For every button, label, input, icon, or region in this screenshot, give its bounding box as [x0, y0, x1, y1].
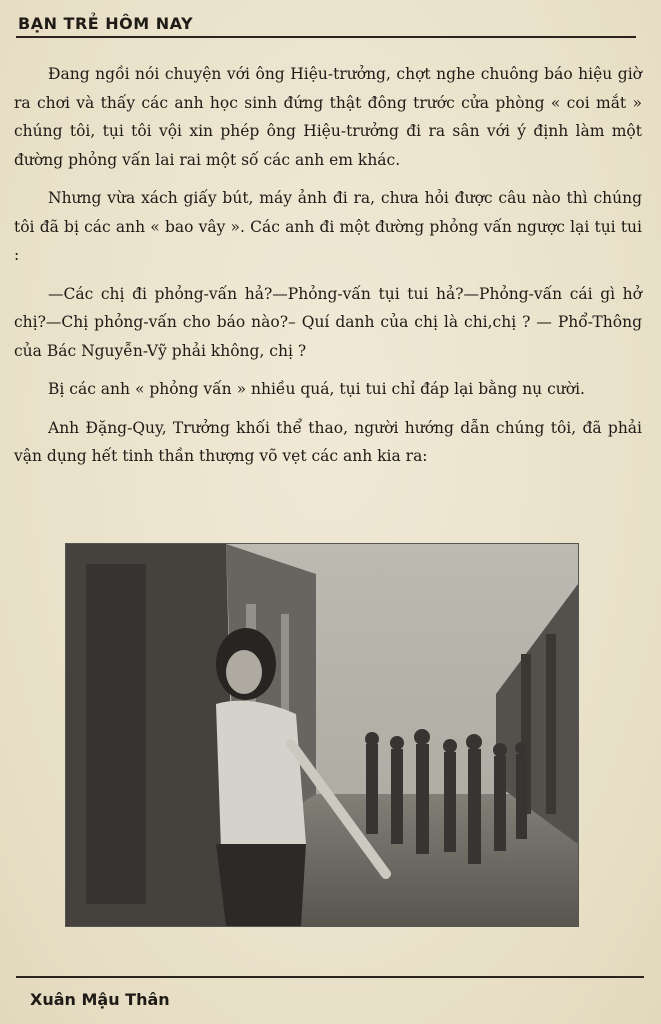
footer-issue-label: Xuân Mậu Thân — [30, 990, 170, 1009]
article-paragraph-1: Đang ngồi nói chuyện với ông Hiệu-trưởng, chợt nghe chuông báo hiệu giờ ra chơi và thấy các anh học sinh đứng thật đông trước cửa phòng « coi mắt » chúng tôi, tụi tôi vội xin phép ông Hiệu-trưởng đi ra sân với ý định làm một đường phỏng vấn lai rai một số các anh em khác. — [14, 65, 642, 169]
footer-divider — [16, 976, 644, 978]
header-divider — [16, 36, 636, 38]
article-paragraph-2: Nhưng vừa xách giấy bút, máy ảnh đi ra, chưa hỏi được câu nào thì chúng tôi đã bị các anh « bao vây ». Các anh đi một đường phỏng vấn ngược lại tụi tui : — [14, 189, 642, 264]
article-paragraph-3: —Các chị đi phỏng-vấn hả?—Phỏng-vấn tụi tui hả?—Phỏng-vấn cái gì hở chị?—Chị phỏng-vấn cho báo nào?– Quí danh của chị là chi,chị ? — Phổ-Thông của Bác Nguyễn-Vỹ phải không, chị ? — [14, 284, 642, 360]
article-paragraph-4: Bị các anh « phỏng vấn » nhiều quá, tụi tui chỉ đáp lại bằng nụ cười. — [48, 380, 585, 398]
page-header-title: BẠN TRẺ HÔM NAY — [18, 14, 194, 33]
article-paragraph-5: Anh Đặng-Quy, Trưởng khối thể thao, người hướng dẫn chúng tôi, đã phải vận dụng hết tinh thần thượng võ vẹt các anh kia ra: — [14, 418, 642, 465]
article-photo — [66, 544, 578, 926]
photo-schoolyard-image — [66, 544, 578, 926]
article-body — [14, 60, 642, 481]
